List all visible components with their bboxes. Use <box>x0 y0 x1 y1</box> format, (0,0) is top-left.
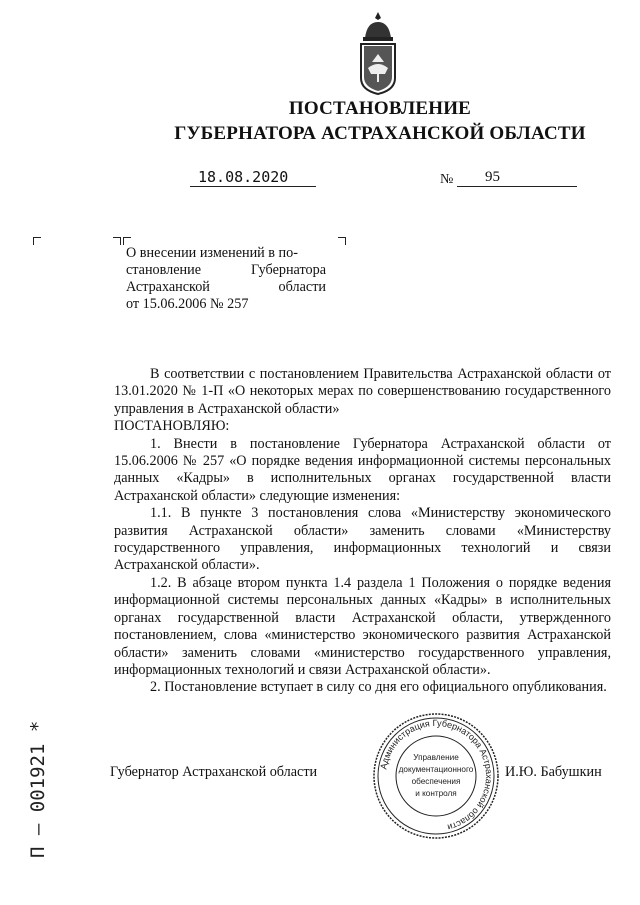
subject-line: становление Губернатора <box>126 262 326 278</box>
seal-inner-line: обеспечения <box>411 777 461 786</box>
document-title: ПОСТАНОВЛЕНИЕ <box>288 98 472 119</box>
seal-inner-line: Управление <box>413 753 459 762</box>
corner-mark-left <box>33 237 41 245</box>
seal-inner-line: документационного <box>398 765 474 774</box>
document-subject <box>126 245 326 313</box>
registration-number: П – 001921 * <box>27 720 49 858</box>
subject-line: от 15.06.2006 № 257 <box>126 296 249 312</box>
item-2-paragraph: 2. Постановление вступает в силу со дня его официального опубликования. <box>150 679 607 696</box>
document-number: 95 <box>457 168 577 187</box>
preamble-paragraph: В соответствии с постановлением Правительства Астраханской области от 13.01.2020 № 1-П «О некоторых мерах по совершенствованию государственного управления в Астраханской области» <box>114 366 611 417</box>
official-seal-stamp <box>372 712 500 840</box>
document-date: 18.08.2020 <box>190 168 316 187</box>
item-1-1-paragraph: 1.1. В пункте 3 постановления слова «Министерству экономического развития Астраханской области» заменить словами «Министерству государственного управления, информационных технологий и связи Астраханской области». <box>114 505 611 574</box>
seal-inner-line: и контроля <box>415 789 457 798</box>
corner-mark-right <box>338 237 346 245</box>
item-1-2-paragraph: 1.2. В абзаце втором пункта 1.4 раздела 1 Положения о порядке ведения информационной системы персональных данных «Кадры» в исполнительных органах государственной власти Астраханской области, утвержденного постановлением, слова «министерство экономического развития Астраханской области» заменить словами «министерство государственного управления, информационных технологий и связи Астраханской области». <box>114 574 611 678</box>
decree-word: ПОСТАНОВЛЯЮ: <box>114 418 230 435</box>
corner-mark-center-left <box>113 237 121 245</box>
signatory-position: Губернатор Астраханской области <box>110 764 318 780</box>
item-1-paragraph: 1. Внести в постановление Губернатора Астраханской области от 15.06.2006 № 257 «О порядке ведения информационной системы персональных данных «Кадры» в исполнительных органах государственной власти Астраханской области» следующие изменения: <box>114 435 611 504</box>
document-subtitle: ГУБЕРНАТОРА АСТРАХАНСКОЙ ОБЛАСТИ <box>174 123 586 144</box>
number-label: № <box>440 172 454 187</box>
subject-line: О внесении изменений в по- <box>126 245 298 261</box>
coat-of-arms-emblem <box>355 10 401 96</box>
subject-line: Астраханской области <box>126 279 326 295</box>
registration-side-stamp <box>16 700 56 860</box>
corner-mark-center-right <box>123 237 131 245</box>
seal-outer-text: Администрация Губернатора Астраханской области <box>378 717 495 833</box>
signatory-name: И.Ю. Бабушкин <box>505 764 602 780</box>
document-body <box>114 366 611 697</box>
